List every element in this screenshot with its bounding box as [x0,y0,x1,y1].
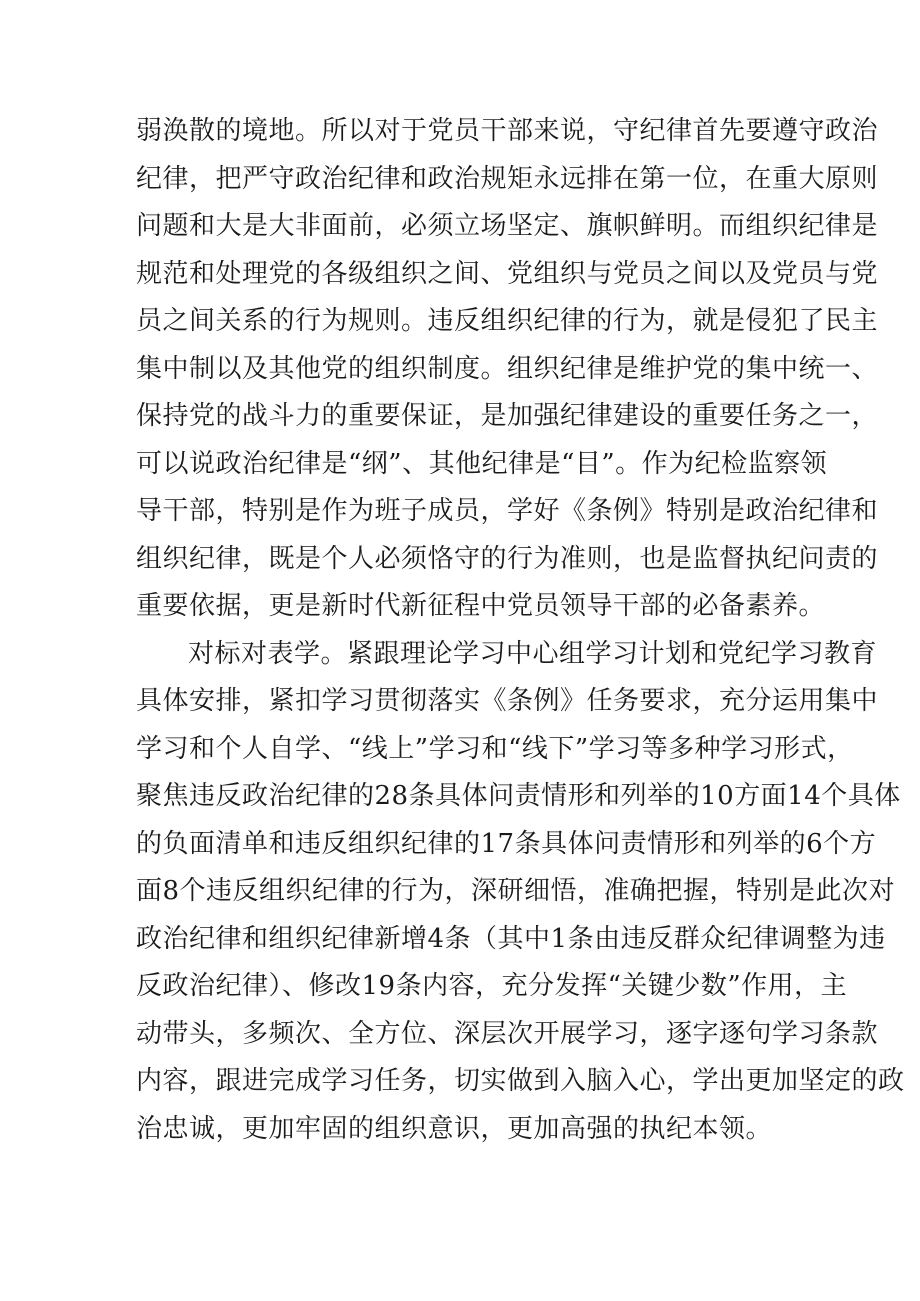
paragraph-line: 具体安排，紧扣学习贯彻落实《条例》任务要求，充分运用集中 [136,686,879,716]
paragraph-line: 面8个违反组织纪律的行为，深研细悟，准确把握，特别是此次对 [136,876,896,906]
paragraph-line: 政治纪律和组织纪律新增4条（其中1条由违反群众纪律调整为违 [136,923,886,954]
paragraph-line: 的负面清单和违反组织纪律的17条具体问责情形和列举的6个方 [136,828,877,859]
paragraph-line: 学习和个人自学、“线上”学习和“线下”学习等多种学习形式， [136,733,854,764]
paragraph-line: 规范和处理党的各级组织之间、党组织与党员之间以及党员与党 [136,258,879,289]
paragraph-line: 反政治纪律）、修改19条内容，充分发挥“关键少数”作用，主 [136,971,848,1001]
paragraph-line: 集中制以及其他党的组织制度。组织纪律是维护党的集中统一、 [136,353,879,384]
paragraph-2 [136,631,905,1154]
paragraph-line: 重要依据，更是新时代新征程中党员领导干部的必备素养。 [136,591,826,621]
paragraph-line: 内容，跟进完成学习任务，切实做到入脑入心，学出更加坚定的政 [136,1066,905,1096]
paragraph-line: 员之间关系的行为规则。违反组织纪律的行为，就是侵犯了民主 [136,306,879,336]
paragraph-1 [136,108,879,631]
paragraph-line: 导干部，特别是作为班子成员，学好《条例》特别是政治纪律和 [136,496,879,526]
paragraph-line: 组织纪律，既是个人必须恪守的行为准则，也是监督执纪问责的 [136,543,879,574]
paragraph-line: 保持党的战斗力的重要保证，是加强纪律建设的重要任务之一， [136,401,879,431]
paragraph-line: 可以说政治纪律是“纲”、其他纪律是“目”。作为纪检监察领 [136,448,828,479]
paragraph-line: 纪律，把严守政治纪律和政治规矩永远排在第一位，在重大原则 [136,163,879,194]
paragraph-line: 聚焦违反政治纪律的28条具体问责情形和列举的10方面14个具体 [136,781,901,811]
document-body [136,108,905,1153]
paragraph-line: 动带头，多频次、全方位、深层次开展学习，逐字逐句学习条款 [136,1018,879,1049]
paragraph-line: 问题和大是大非面前，必须立场坚定、旗帜鲜明。而组织纪律是 [136,211,879,241]
paragraph-line: 弱涣散的境地。所以对于党员干部来说，守纪律首先要遵守政治 [136,116,879,146]
paragraph-line: 治忠诚，更加牢固的组织意识，更加高强的执纪本领。 [136,1113,773,1144]
paragraph-line: 对标对表学。紧跟理论学习中心组学习计划和党纪学习教育 [188,638,878,669]
